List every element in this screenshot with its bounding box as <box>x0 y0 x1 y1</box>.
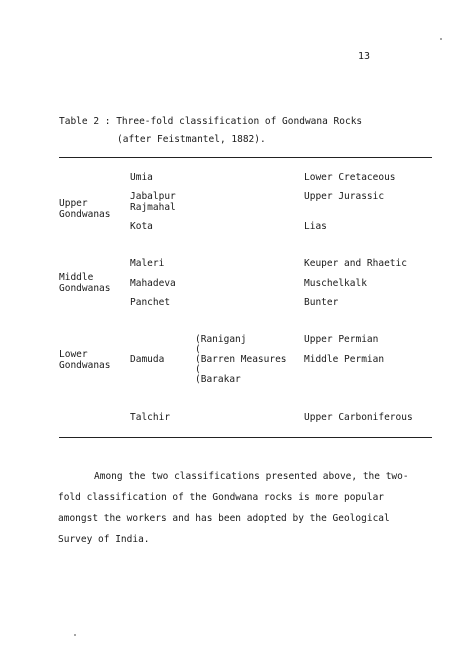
table-top-rule <box>59 157 432 158</box>
stage-mahadeva: Mahadeva <box>130 278 176 289</box>
substage-bracket-2: ( <box>195 364 201 375</box>
age-upper-jurassic: Upper Jurassic <box>304 191 385 202</box>
substage-barakar: (Barakar <box>195 374 241 385</box>
stage-talchir: Talchir <box>130 412 171 423</box>
group-upper-gondwanas: Upper Gondwanas <box>59 198 111 220</box>
paragraph-line-1: Among the two classifications presented above, the two- <box>94 471 409 482</box>
page-number: 13 <box>358 51 371 62</box>
stage-jabalpur-rajmahal: Jabalpur Rajmahal <box>130 191 176 213</box>
age-upper-carboniferous: Upper Carboniferous <box>304 412 413 423</box>
age-bunter: Bunter <box>304 297 339 308</box>
age-keuper-rhaetic: Keuper and Rhaetic <box>304 258 407 269</box>
age-upper-permian: Upper Permian <box>304 334 379 345</box>
scan-speck <box>74 634 76 636</box>
substage-bracket-1: ( <box>195 344 201 355</box>
stage-damuda: Damuda <box>130 354 165 365</box>
stage-maleri: Maleri <box>130 258 165 269</box>
stage-umia: Umia <box>130 172 153 183</box>
age-lower-cretaceous: Lower Cretaceous <box>304 172 396 183</box>
age-middle-permian: Middle Permian <box>304 354 385 365</box>
table-bottom-rule <box>59 437 432 438</box>
group-lower-gondwanas: Lower Gondwanas <box>59 349 111 371</box>
table-caption-line1: Table 2 : Three-fold classification of Gondwana Rocks <box>59 116 363 127</box>
age-lias: Lias <box>304 221 327 232</box>
group-middle-gondwanas: Middle Gondwanas <box>59 272 111 294</box>
stage-panchet: Panchet <box>130 297 171 308</box>
age-muschelkalk: Muschelkalk <box>304 278 367 289</box>
substage-raniganj: (Raniganj <box>195 334 247 345</box>
paragraph-line-4: Survey of India. <box>58 534 150 545</box>
body-paragraph <box>58 466 418 550</box>
paragraph-line-2: fold classification of the Gondwana rocks is more popular <box>58 492 385 503</box>
table-caption-line2: (after Feistmantel, 1882). <box>117 134 266 145</box>
stage-kota: Kota <box>130 221 153 232</box>
paragraph-line-3: amongst the workers and has been adopted by the Geological <box>58 513 390 524</box>
substage-barren-measures: (Barren Measures <box>195 354 287 365</box>
scan-speck <box>440 38 442 40</box>
